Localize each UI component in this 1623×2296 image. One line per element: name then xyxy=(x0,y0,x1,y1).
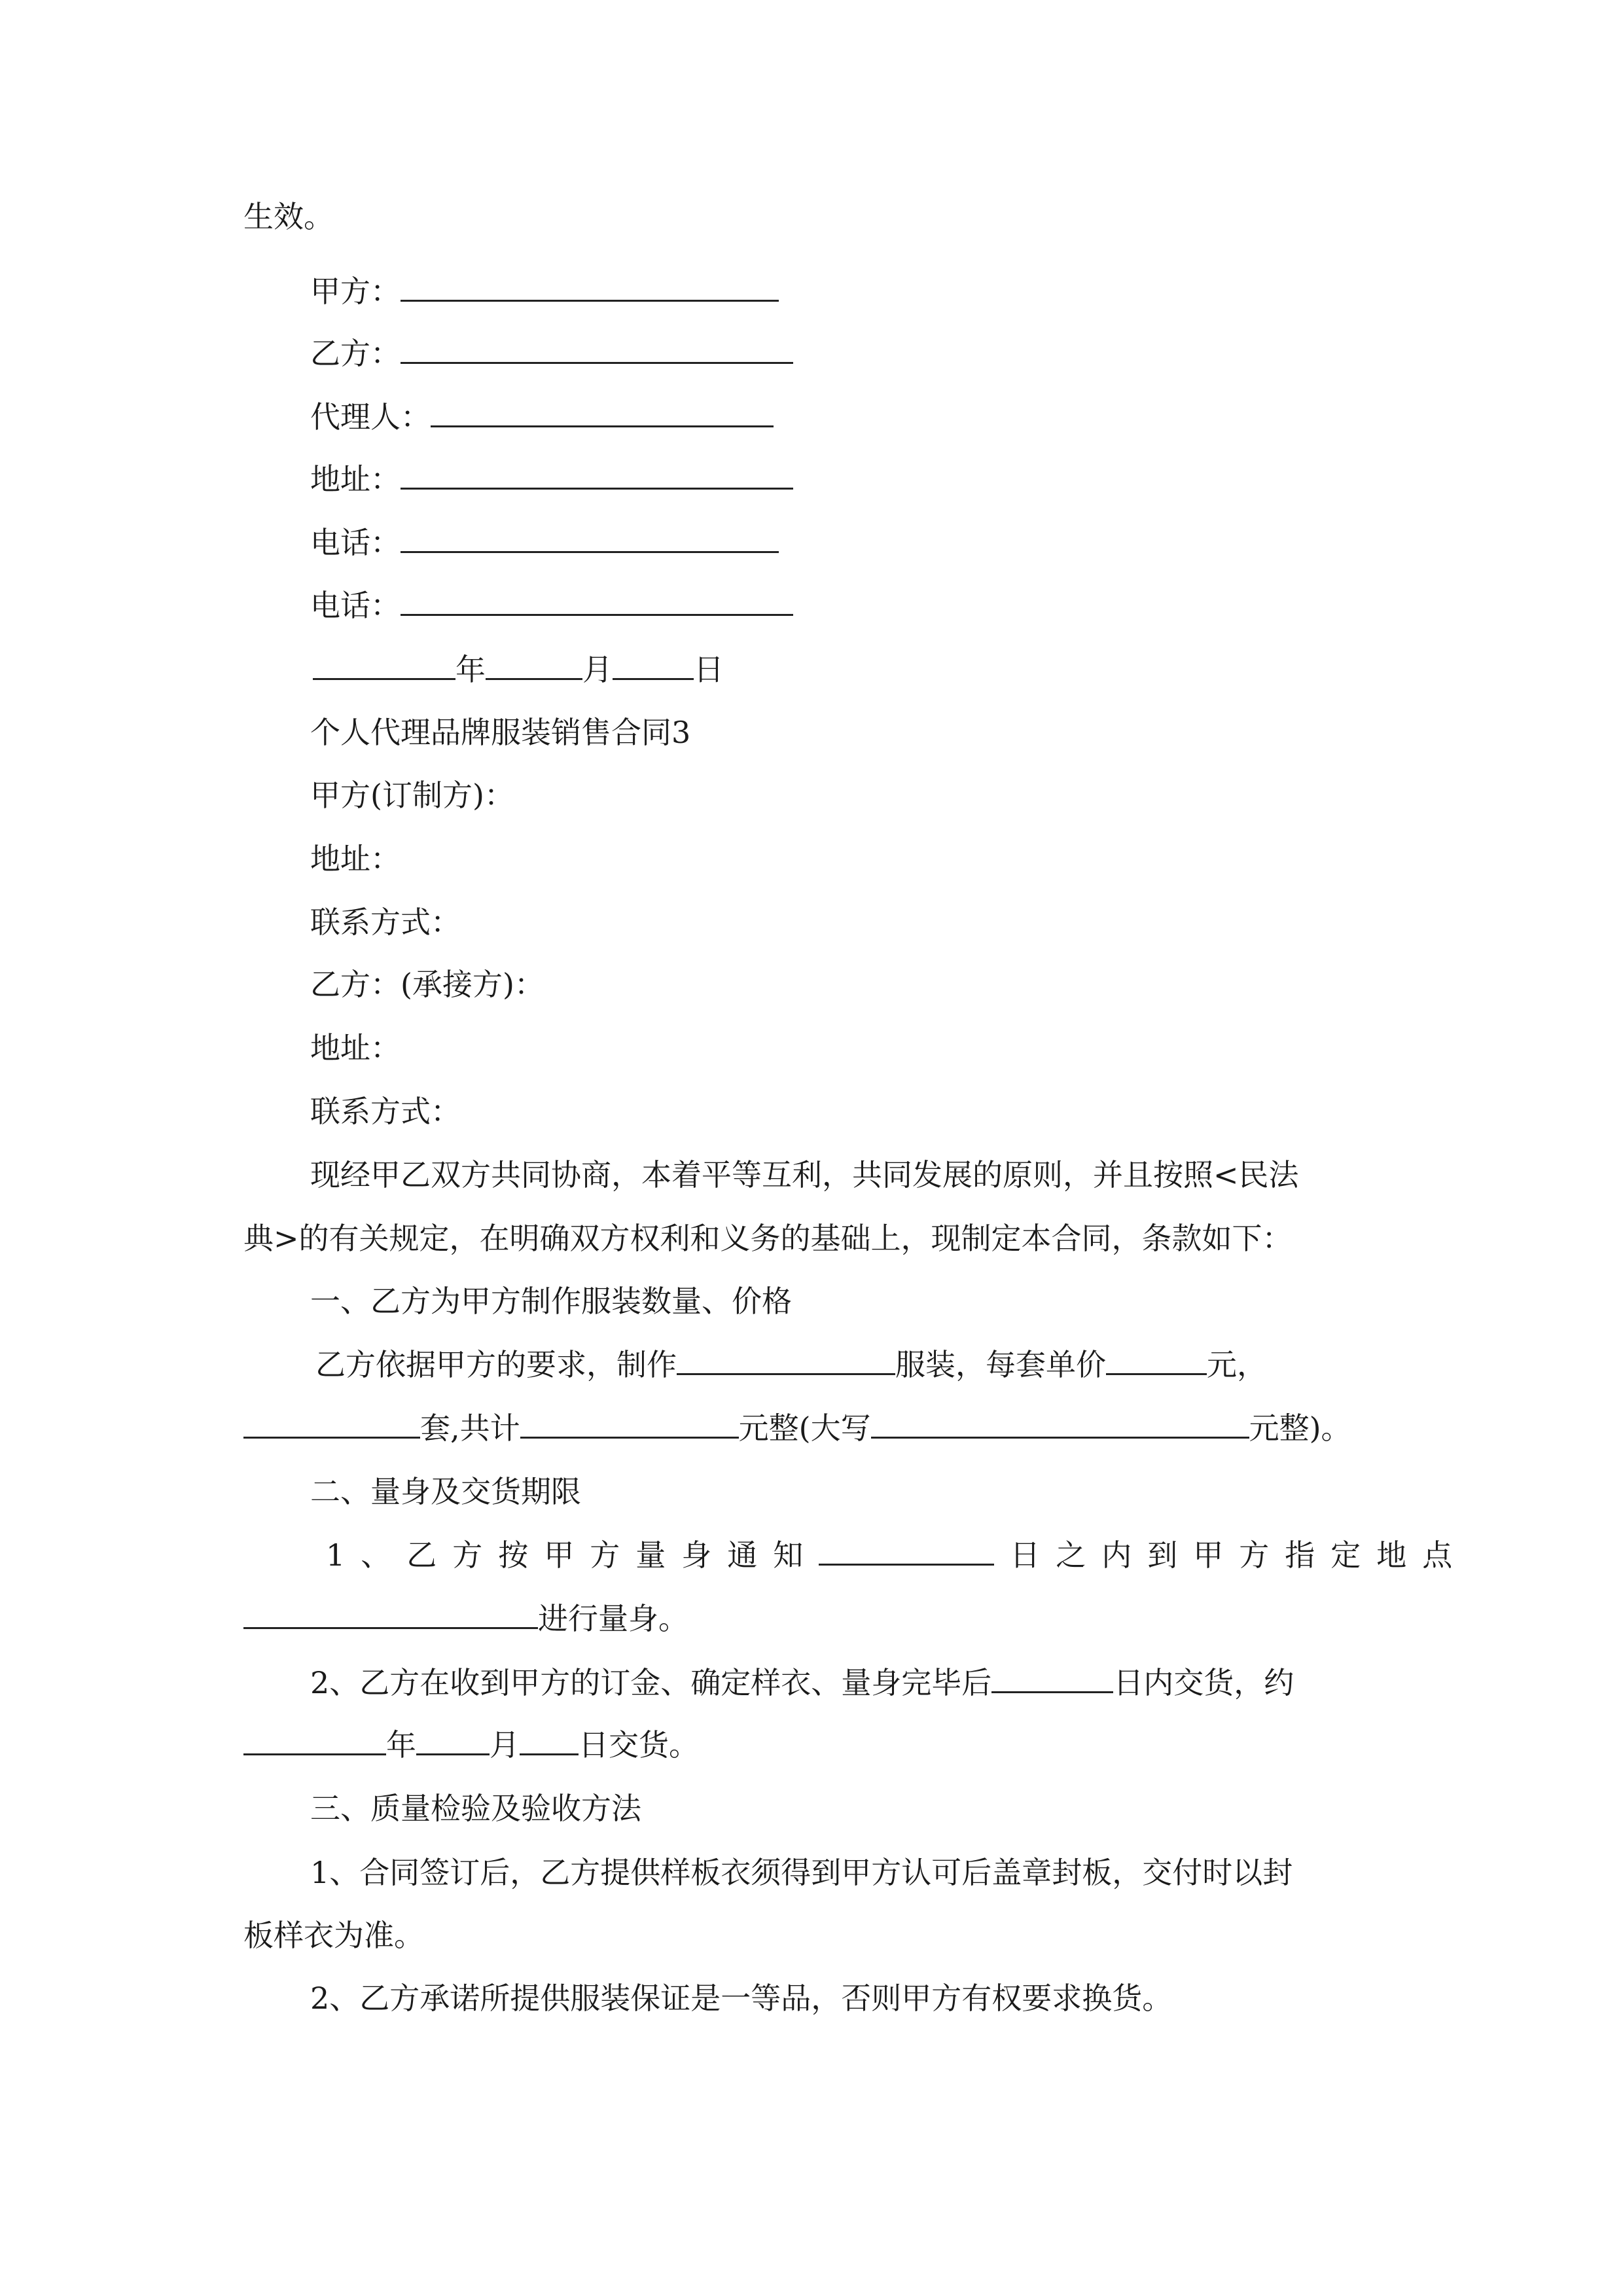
delivery-month-label: 月 xyxy=(490,1727,520,1763)
contact-a-label: 联系方式： xyxy=(310,905,461,940)
intro-text-1: 现经甲乙双方共同协商，本着平等互利，共同发展的原则，并且按照<民法 xyxy=(310,1157,1299,1193)
party-a-signature-line xyxy=(310,272,779,310)
sec2-p1-a: 1、乙方按甲方量身通知 xyxy=(326,1537,819,1573)
delivery-day-label: 日交货。 xyxy=(579,1727,699,1763)
section-3-line-2 xyxy=(243,1916,424,1954)
location-blank xyxy=(243,1601,538,1629)
phone-blank xyxy=(401,525,779,553)
day-label: 日 xyxy=(694,652,724,687)
date-line xyxy=(313,651,724,689)
party-b-contractor-label: 乙方：(承接方)： xyxy=(310,967,544,1002)
address-a-label: 地址： xyxy=(310,841,401,876)
delivery-year-blank xyxy=(243,1727,386,1755)
contract-title xyxy=(310,713,690,751)
notice-days-blank xyxy=(819,1537,994,1566)
section-3-title xyxy=(310,1789,641,1827)
address-label: 地址： xyxy=(310,461,401,497)
party-a-label: 甲方： xyxy=(310,274,401,309)
agent-blank xyxy=(431,399,774,427)
effective-line xyxy=(243,198,334,236)
sec1-p1-c: 元， xyxy=(1207,1347,1267,1382)
section-2-line-1 xyxy=(326,1536,1468,1574)
month-label: 月 xyxy=(582,652,613,687)
section-1-line-2 xyxy=(243,1409,1351,1447)
contact-b-line xyxy=(310,1092,461,1130)
sec2-p2-b: 日内交货，约 xyxy=(1113,1665,1294,1700)
section-2-title xyxy=(310,1473,581,1511)
address-a-line xyxy=(310,840,401,878)
party-a-orderer-label: 甲方(订制方)： xyxy=(310,778,514,813)
party-a-orderer-line xyxy=(310,776,514,814)
party-b-blank xyxy=(401,336,793,364)
day-blank xyxy=(613,652,694,680)
phone-signature-line xyxy=(310,524,779,562)
address-b-line xyxy=(310,1029,401,1067)
total-uppercase-blank xyxy=(871,1410,1249,1439)
section-2-line-4 xyxy=(243,1726,699,1764)
sec3-p2: 2、乙方承诺所提供服装保证是一等品，否则甲方有权要求换货。 xyxy=(310,1981,1173,2016)
garment-blank xyxy=(677,1347,895,1375)
agent-signature-line xyxy=(310,398,774,436)
sec2-p1-c: 进行量身。 xyxy=(538,1601,688,1636)
effective-text: 生效。 xyxy=(243,199,334,234)
section-2-line-2 xyxy=(243,1600,688,1638)
intro-line-2 xyxy=(243,1219,1293,1257)
unit-price-blank xyxy=(1106,1347,1207,1375)
intro-text-2: 典>的有关规定，在明确双方权利和义务的基础上，现制定本合同，条款如下： xyxy=(243,1221,1293,1256)
sec2-p1-b: 日之内到甲方指定地点 xyxy=(1010,1537,1469,1573)
month-blank xyxy=(486,652,582,680)
section-1-title xyxy=(310,1282,792,1320)
section-3-line-1 xyxy=(310,1854,1293,1892)
agent-label: 代理人： xyxy=(310,399,431,435)
phone-label-2: 电话： xyxy=(310,588,401,623)
sec3-p1-a: 1、合同签订后，乙方提供样板衣须得到甲方认可后盖章封板，交付时以封 xyxy=(310,1855,1293,1890)
contact-a-line xyxy=(310,903,461,941)
party-b-label: 乙方： xyxy=(310,336,401,371)
contact-b-label: 联系方式： xyxy=(310,1094,461,1129)
contract-title-text: 个人代理品牌服装销售合同3 xyxy=(310,715,691,750)
party-a-blank xyxy=(401,274,779,302)
delivery-year-label: 年 xyxy=(386,1727,416,1763)
sec3-p1-b: 板样衣为准。 xyxy=(243,1918,424,1953)
delivery-month-blank xyxy=(416,1727,490,1755)
address-b-label: 地址： xyxy=(310,1030,401,1066)
party-b-signature-line xyxy=(310,334,793,372)
intro-line-1 xyxy=(310,1156,1299,1194)
sec2-p2-a: 2、乙方在收到甲方的订金、确定样衣、量身完毕后 xyxy=(310,1665,992,1700)
delivery-days-blank xyxy=(991,1665,1113,1693)
sec1-p2-c: 元整)。 xyxy=(1249,1410,1351,1446)
phone-blank-2 xyxy=(401,588,793,616)
address-signature-line xyxy=(310,460,793,498)
sec1-p2-b: 元整(大写 xyxy=(738,1410,871,1446)
year-blank xyxy=(313,652,455,680)
address-blank xyxy=(401,461,793,490)
section-1-line-1 xyxy=(315,1346,1267,1384)
total-blank xyxy=(520,1410,739,1439)
sec1-p1-b: 服装，每套单价 xyxy=(895,1347,1106,1382)
sec1-p2-a: 套,共计 xyxy=(420,1410,520,1446)
year-label: 年 xyxy=(455,652,486,687)
section-3-title-text: 三、质量检验及验收方法 xyxy=(310,1791,641,1826)
section-2-title-text: 二、量身及交货期限 xyxy=(310,1474,581,1509)
section-2-line-3 xyxy=(310,1664,1294,1702)
section-3-line-3 xyxy=(310,1979,1172,2017)
sets-blank xyxy=(243,1410,420,1439)
delivery-day-blank xyxy=(520,1727,579,1755)
sec1-p1-a: 乙方依据甲方的要求，制作 xyxy=(315,1347,677,1382)
phone-label: 电话： xyxy=(310,525,401,560)
phone-signature-line-2 xyxy=(310,586,793,624)
section-1-title-text: 一、乙方为甲方制作服装数量、价格 xyxy=(310,1283,792,1319)
party-b-contractor-line xyxy=(310,965,544,1003)
